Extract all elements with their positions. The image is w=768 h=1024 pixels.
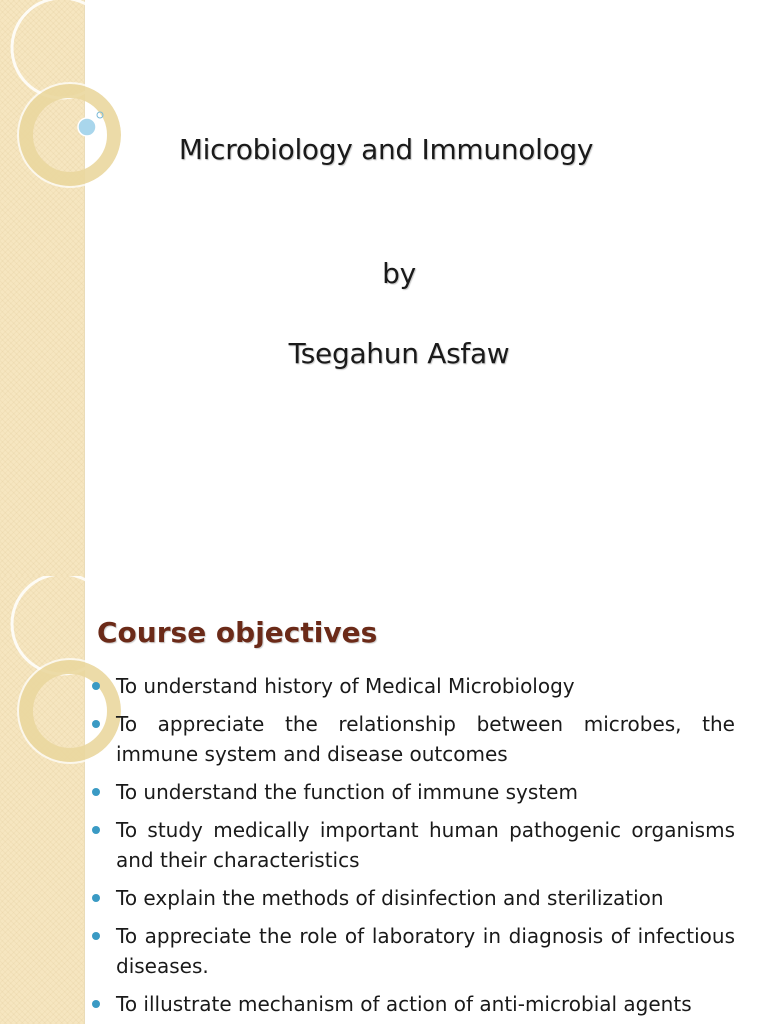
list-item-text: To appreciate the relationship between microbes, the immune system and disease outcomes	[116, 712, 735, 766]
objectives-list	[92, 671, 735, 1024]
bullet-icon	[92, 826, 100, 834]
list-item	[92, 883, 735, 913]
bullet-icon	[92, 1000, 100, 1008]
list-item-text: To study medically important human pathogenic organisms and their characteristics	[116, 818, 735, 872]
author-name: Tsegahun Asfaw	[288, 337, 510, 370]
list-item	[92, 921, 735, 981]
list-item-text: To explain the methods of disinfection and sterilization	[116, 886, 664, 910]
by-label: by	[382, 257, 416, 290]
list-item	[92, 815, 735, 875]
bullet-icon	[92, 894, 100, 902]
list-item-text: To appreciate the role of laboratory in diagnosis of infectious diseases.	[116, 924, 735, 978]
list-item	[92, 989, 735, 1019]
list-item	[92, 777, 735, 807]
bullet-icon	[92, 682, 100, 690]
decorative-rings-icon	[0, 0, 140, 200]
course-objectives-heading: Course objectives	[97, 616, 378, 649]
bullet-icon	[92, 788, 100, 796]
objectives-slide	[0, 576, 768, 1024]
list-item	[92, 671, 735, 701]
list-item-text: To illustrate mechanism of action of anti-microbial agents	[116, 992, 692, 1016]
list-item-text: To understand history of Medical Microbiology	[116, 674, 575, 698]
bullet-icon	[92, 720, 100, 728]
bullet-icon	[92, 932, 100, 940]
list-item-text: To understand the function of immune system	[116, 780, 578, 804]
list-item	[92, 709, 735, 769]
slide-title: Microbiology and Immunology	[178, 133, 594, 166]
